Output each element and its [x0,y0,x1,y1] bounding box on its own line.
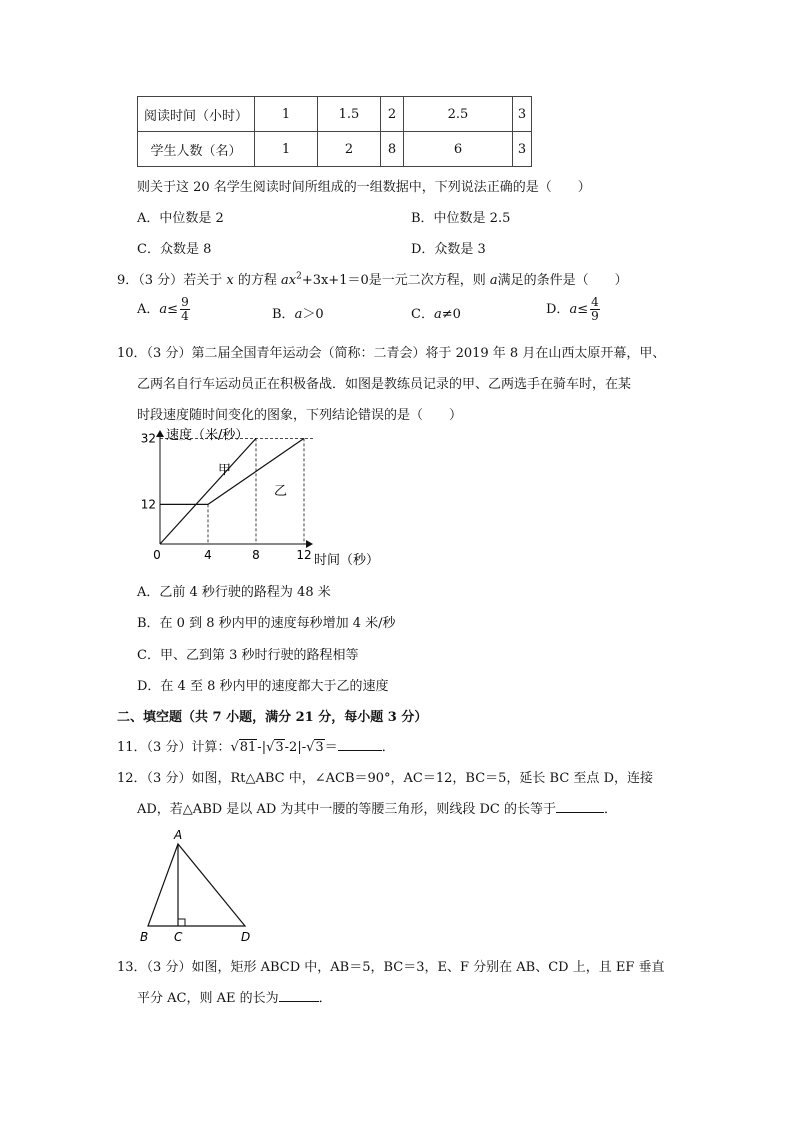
option-prefix: B． [272,307,295,322]
option-rel: ≠0 [441,307,461,322]
q9-option-a [137,296,190,323]
q11-prefix: 11．（3 分）计算： [117,740,231,755]
y-axis-label: 速度（米/秒） [166,428,249,443]
table-cell: 2 [381,97,404,132]
y-tick-label: 32 [140,431,156,446]
fraction-den: 9 [591,309,599,323]
q9-option-b [272,303,324,322]
q13-text: 平分 AC，则 AE 的长为 [137,991,279,1006]
q11-op: -| [257,740,267,755]
point-b-label: B [140,930,149,944]
q12-line-1: 12．（3 分）如图，Rt△ABC 中，∠ACB＝90°，AC＝12，BC＝5，延长 BC 至点 D，连接 [117,771,653,786]
q9-var-x: x [226,273,234,288]
q9-text: 若关于 [183,273,223,288]
q8-stem: 则关于这 20 名学生阅读时间所组成的一组数据中，下列说法正确的是（ ） [137,180,591,195]
point-a-label: A [174,828,183,842]
q10-option-a: A．乙前 4 秒行驶的路程为 48 米 [137,585,331,600]
table-cell: 1 [255,97,318,132]
table-cell: 6 [404,132,513,167]
q11-end: ． [381,740,395,755]
option-prefix: D． [546,302,570,317]
q10-line-2: 乙两名自行车运动员正在积极备战．如图是教练员记录的甲、乙两选手在骑车时，在某 [137,377,632,392]
answer-blank[interactable] [556,800,604,813]
radicand: 3 [275,740,284,755]
q12-line-2 [137,798,617,817]
table-row [138,132,532,167]
q12-text: AD，若△ABD 是以 AD 为其中一腰的等腰三角形，则线段 DC 的长等于 [137,802,557,817]
fraction-num: 9 [181,295,189,309]
answer-blank[interactable] [338,738,382,751]
triangle-figure [135,825,265,947]
option-var: a [294,307,303,322]
q8-option-b: B．中位数是 2.5 [411,211,511,226]
series-label-yi: 乙 [274,484,288,499]
q10-option-b: B．在 0 到 8 秒内甲的速度每秒增加 4 米/秒 [137,616,396,631]
radicand: 81 [239,740,257,755]
q13-line-2 [137,987,332,1006]
point-c-label: C [174,930,183,944]
q10-line-3: 时段速度随时间变化的图象，下列结论错误的是（ ） [137,408,463,423]
q8-option-a: A．中位数是 2 [137,211,224,226]
point-d-label: D [241,930,251,944]
table-header-cell: 学生人数（名） [138,132,255,167]
table-cell: 2 [318,132,381,167]
question-score: （3 分） [138,273,184,288]
x-tick-label: 8 [252,548,260,562]
q10-option-c: C．甲、乙到第 3 秒时行驶的路程相等 [137,648,359,663]
option-var: a [159,302,168,317]
section-title: 二、填空题（共 7 小题，满分 21 分，每小题 3 分） [117,710,428,725]
series-line-jia [160,438,256,544]
q8-option-c: C．众数是 8 [137,242,212,257]
right-angle-mark [178,919,185,926]
speed-time-chart [130,425,410,575]
q9-eq-term: ax [280,273,297,288]
q9-option-c [411,303,461,322]
series-label-jia: 甲 [218,463,232,478]
option-var: a [433,307,442,322]
option-prefix: C． [411,307,434,322]
fraction [590,296,600,323]
q9-option-d [546,296,600,323]
table-cell: 1 [255,132,318,167]
q9-stem [117,269,628,288]
chart-guides [160,438,314,544]
table-cell: 1.5 [318,97,381,132]
fraction-num: 4 [591,295,599,309]
q11-op: -2|- [284,740,307,755]
q9-text: 是一元二次方程，则 [368,273,486,288]
q9-text: 的方程 [237,273,277,288]
reading-time-table [137,96,532,167]
table-cell: 3 [513,132,532,167]
q10-line-1: 10．（3 分）第二届全国青年运动会（简称：二青会）将于 2019 年 8 月在山西太原开幕，甲、 [117,346,666,361]
answer-blank[interactable] [279,989,319,1002]
triangle-abd [148,844,245,926]
x-axis-label: 时间（秒） [314,553,380,568]
radicand: 3 [315,740,324,755]
question-number: 9． [117,273,139,288]
option-var: a [569,302,578,317]
option-prefix: A． [137,302,160,317]
q12-end: ． [604,802,618,817]
y-tick-label: 12 [140,497,156,512]
option-rel: ≤ [167,302,179,317]
q11-stem: 11．（3 分）计算：√81-|√3-2|-√3＝ ． [117,740,395,755]
table-header-cell: 阅读时间（小时） [138,97,255,132]
option-rel: ＞0 [302,307,324,322]
option-rel: ≤ [577,302,589,317]
fraction [180,296,190,323]
q13-end: ． [318,991,332,1006]
q8-option-d: D．众数是 3 [411,242,486,257]
q11-equals: ＝ [324,740,338,755]
x-tick-label: 4 [204,548,212,562]
table-cell: 2.5 [404,97,513,132]
x-tick-label: 12 [296,548,312,562]
fraction-den: 4 [181,309,189,323]
q9-var-a: a [489,273,498,288]
table-cell: 3 [513,97,532,132]
q9-text: 满足的条件是（ ） [497,273,628,288]
q9-eq-rest: +3x+1＝0 [301,273,369,288]
q10-option-d: D．在 4 至 8 秒内甲的速度都大于乙的速度 [137,679,389,694]
table-row [138,97,532,132]
origin-label: 0 [153,548,161,562]
q13-line-1: 13．（3 分）如图，矩形 ABCD 中，AB＝5，BC＝3，E、F 分别在 AB、CD 上，且 EF 垂直 [117,960,665,975]
q9-eq-exponent: 2 [296,271,302,282]
table-cell: 8 [381,132,404,167]
